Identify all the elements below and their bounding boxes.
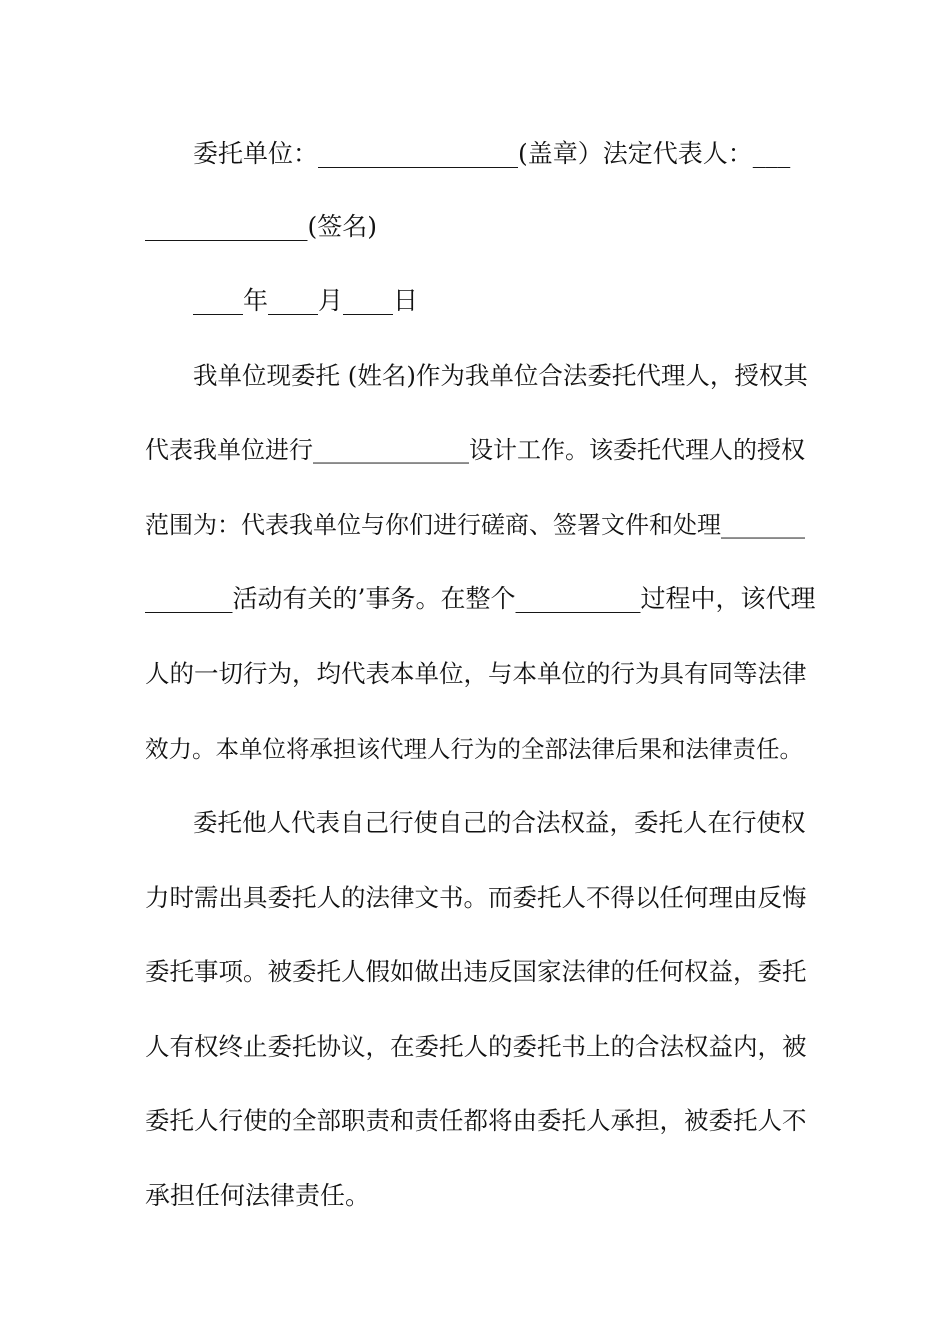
doc-line-paragraph2-5: 委托人行使的全部职责和责任都将由委托人承担，被委托人不 [145,1106,807,1135]
doc-line-paragraph1-3: 范围为：代表我单位与你们进行磋商、签署文件和处理_______ [145,511,805,539]
doc-line-paragraph2-1: 委托他人代表自己行使自己的合法权益，委托人在行使权 [193,808,806,837]
doc-line-paragraph2-4: 人有权终止委托协议，在委托人的委托书上的合法权益内，被 [145,1032,807,1061]
doc-line-paragraph2-3: 委托事项。被委托人假如做出违反国家法律的任何权益，委托 [145,957,807,986]
doc-line-paragraph2-6: 承担任何法律责任。 [145,1181,371,1210]
doc-line-date: ____年____月____日 [193,286,419,315]
doc-line-entrusting-unit: 委托单位：________________(盖章）法定代表人：___ [193,139,791,168]
doc-line-paragraph1-5: 人的一切行为，均代表本单位，与本单位的行为具有同等法律 [145,659,807,688]
doc-line-signature: _____________(签名) [145,212,378,241]
doc-line-paragraph1-4: _______活动有关的’事务。在整个__________过程中，该代理 [145,584,815,613]
doc-line-paragraph1-6: 效力。本单位将承担该代理人行为的全部法律后果和法律责任。 [145,735,803,763]
doc-line-paragraph1-1: 我单位现委托 (姓名)作为我单位合法委托代理人，授权其 [193,361,808,390]
doc-line-paragraph1-2: 代表我单位进行_____________设计工作。该委托代理人的授权 [145,436,805,464]
doc-line-paragraph2-2: 力时需出具委托人的法律文书。而委托人不得以任何理由反悔 [145,883,807,912]
